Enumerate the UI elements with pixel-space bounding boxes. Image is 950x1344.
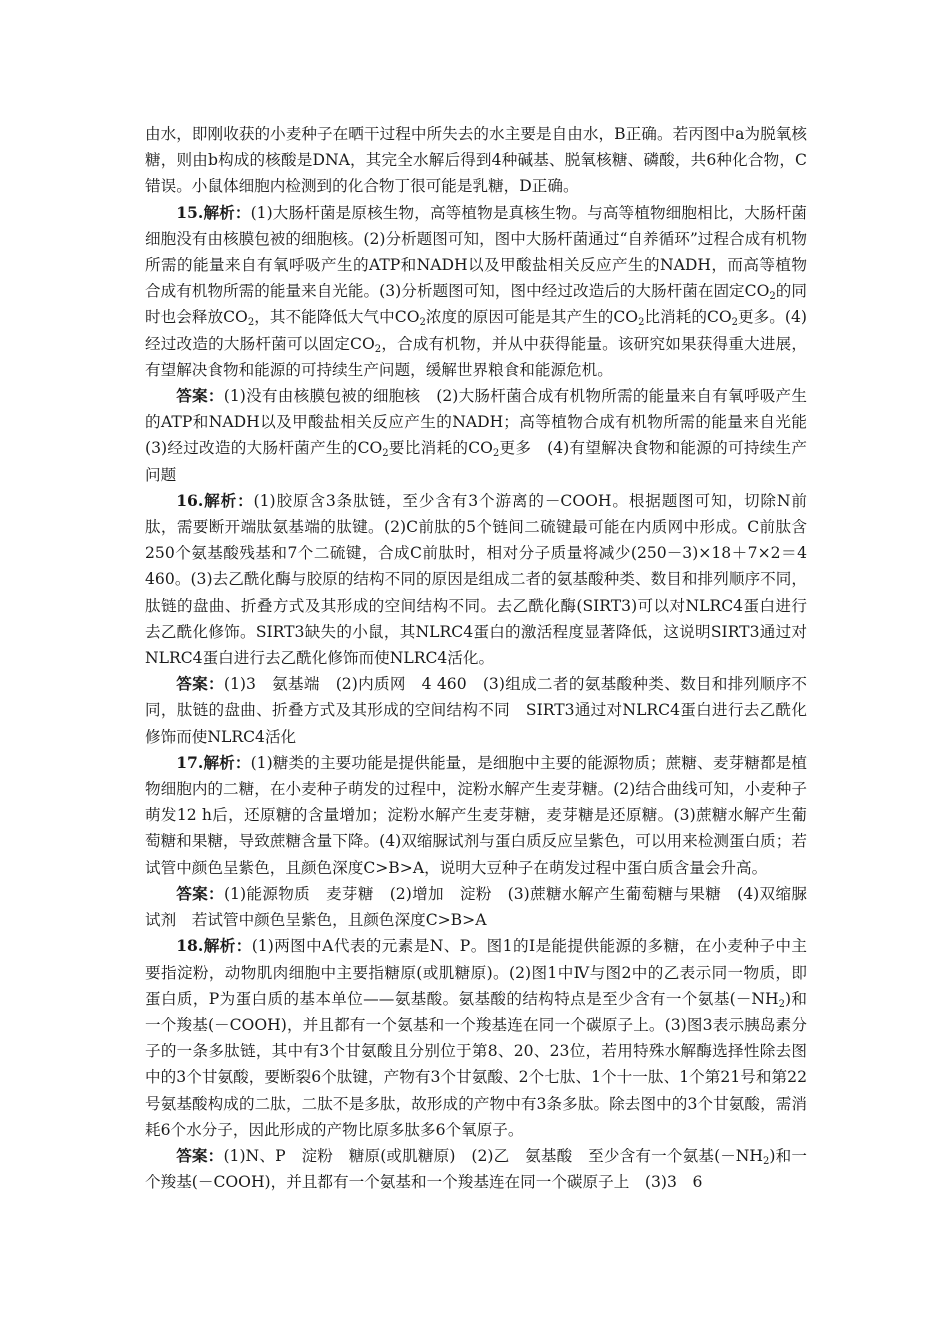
text-segment: )和一个羧基(－COOH)，并且都有一个氨基和一个羧基连在同一个碳原子上 (3)3 6 (145, 1146, 807, 1192)
text-segment: 更多。(4)经过改造的大肠杆菌可以固定CO (145, 308, 808, 353)
text-segment: 更多 (4)有望解决食物和能源的可持续生产问题 (145, 439, 807, 484)
text-segment: (1)糖类的主要功能是提供能量，是细胞中主要的能源物质；蔗糖、麦芽糖都是植物细胞内的二糖，在小麦种子萌发的过程中，淀粉水解产生麦芽糖。(2)结合曲线可知，小麦种子萌发12 h后，还原糖的含量增加；淀粉水解产生麦芽糖，麦芽糖是还原糖。(3)蔗糖水解产生葡萄糖和果糖，导致蔗糖含量下降。(4)双缩脲试剂与蛋白质反应呈紫色，可以用来检测蛋白质；若试管中颜色呈紫色，且颜色深度C>B>A，说明大豆种子在萌发过程中蛋白质含量会升高。 (145, 753, 807, 877)
text-segment: )和一个羧基(－COOH)，并且都有一个氨基和一个羧基连在同一个碳原子上。(3)图3表示胰岛素分子的一条多肽链，其中有3个甘氨酸且分别位于第8、20、23位，若用特殊水解酶选择性除去图中的3个甘氨酸，要断裂6个肽键，产物有3个甘氨酸、2个七肽、1个十一肽、1个第21号和第22号氨基酸构成的二肽，二肽不是多肽，故形成的产物中有3条多肽。除去图中的3个甘氨酸，需消耗6个水分子，因此形成的产物比原多肽多6个氧原子。 (145, 989, 807, 1139)
paragraph-q18-answer (145, 1143, 807, 1195)
question-label: 答案： (176, 674, 224, 694)
paragraph-q18-analysis (145, 933, 807, 1143)
subscript: 2 (763, 1155, 770, 1167)
paragraph-q16-answer (145, 671, 807, 750)
text-segment: (1)没有由核膜包被的细胞核 (2)大肠杆菌合成有机物所需的能量来自有氧呼吸产生的ATP和NADH以及甲酸盐相关反应产生的NADH；高等植物合成有机物所需的能量来自光能 (3)经过改造的大肠杆菌产生的CO (145, 387, 823, 458)
subscript: 2 (374, 343, 382, 355)
question-label: 15.解析： (176, 202, 251, 222)
subscript: 2 (731, 317, 739, 329)
paragraph-q17-analysis (145, 750, 807, 881)
text-segment: (1)3 氨基端 (2)内质网 4 460 (3)组成二者的氨基酸种类、数目和排列顺序不同，肽链的盘曲、折叠方式及其形成的空间结构不同 SIRT3通过对NLRC4蛋白进行去乙酰化修饰而使NLRC4活化 (145, 675, 807, 746)
paragraph-q16-analysis (145, 488, 807, 671)
text-segment: (1)两图中A代表的元素是N、P。图1的Ⅰ是能提供能源的多糖，在小麦种子中主要指淀粉，动物肌肉细胞中主要指糖原(或肌糖原)。(2)图1中Ⅳ与图2中的乙表示同一物质，即蛋白质，P为蛋白质的基本单位——氨基酸。氨基酸的结构特点是至少含有一个氨基(－NH (145, 937, 807, 1008)
paragraph-q15-analysis (145, 200, 807, 383)
text-segment: 浓度的原因可能是其产生的CO (425, 308, 639, 327)
question-label: 答案： (176, 1145, 224, 1165)
text-segment: (1)大肠杆菌是原核生物，高等植物是真核生物。与高等植物细胞相比，大肠杆菌细胞没有由核膜包被的细胞核。(2)分析题图可知，图中大肠杆菌通过“自养循环”过程合成有机物所需的能量来自有氧呼吸产生的ATP和NADH以及甲酸盐相关反应产生的NADH，而高等植物合成有机物所需的能量来自光能。(3)分析题图可知，图中经过改造后的大肠杆菌在固定CO (145, 203, 807, 301)
paragraph-q17-answer (145, 881, 807, 933)
text-segment: ，合成有机物，并从中获得能量。该研究如果获得重大进展，有望解决食物和能源的可持续生产问题，缓解世界粮食和能源危机。 (145, 334, 807, 379)
text-segment: (1)胶原含3条肽链，至少含有3个游离的－COOH。根据题图可知，切除N前肽，需要断开端肽氨基端的肽键。(2)C前肽的5个链间二硫键最可能在内质网中形成。C前肽含250个氨基酸残基和7个二硫键，合成C前肽时，相对分子质量将减少(250－3)×18＋7×2＝4 460。(3)去乙酰化酶与胶原的结构不同的原因是组成二者的氨基酸种类、数目和排列顺序不同，肽链的盘曲、折叠方式及其形成的空间结构不同。去乙酰化酶(SIRT3)可以对NLRC4蛋白进行去乙酰化修饰。SIRT3缺失的小鼠，其NLRC4蛋白的激活程度显著降低，这说明SIRT3通过对NLRC4蛋白进行去乙酰化修饰而使NLRC4活化。 (145, 491, 807, 668)
text-segment: 要比消耗的CO (388, 439, 493, 458)
question-label: 16.解析： (176, 490, 254, 510)
question-label: 17.解析： (176, 752, 251, 772)
subscript: 2 (492, 448, 500, 460)
subscript: 2 (419, 317, 426, 329)
text-segment: 由水，即刚收获的小麦种子在晒干过程中所失去的水主要是自由水，B正确。若丙图中a为脱氧核糖，则由b构成的核酸是DNA，其完全水解后得到4种碱基、脱氧核糖、磷酸，共6种化合物，C错误。小鼠体细胞内检测到的化合物丁很可能是乳糖，D正确。 (145, 125, 807, 196)
text-segment: ，其不能降低大气中CO (254, 308, 420, 327)
paragraph-q15-answer (145, 383, 823, 488)
subscript: 2 (638, 317, 645, 329)
question-label: 18.解析： (176, 936, 252, 956)
text-segment: (1)N、P 淀粉 糖原(或肌糖原) (2)乙 氨基酸 至少含有一个氨基(－NH (223, 1146, 764, 1165)
answer-page (145, 121, 823, 1195)
question-label: 答案： (176, 883, 224, 903)
subscript: 2 (247, 317, 255, 329)
text-segment: 的同时也会释放CO (145, 282, 807, 327)
subscript: 2 (778, 998, 785, 1010)
subscript: 2 (382, 448, 389, 460)
text-segment: 比消耗的CO (644, 308, 732, 327)
question-label: 答案： (176, 386, 224, 406)
subscript: 2 (769, 291, 776, 303)
text-segment: (1)能源物质 麦芽糖 (2)增加 淀粉 (3)蔗糖水解产生葡萄糖与果糖 (4)双缩脲试剂 若试管中颜色呈紫色，且颜色深度C>B>A (145, 884, 807, 930)
paragraph-q14-analysis-continued (145, 121, 807, 200)
